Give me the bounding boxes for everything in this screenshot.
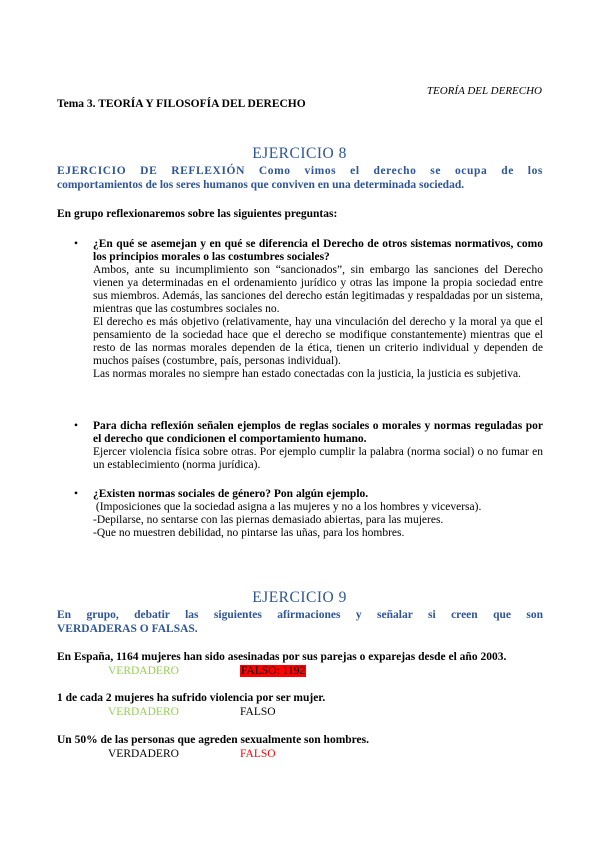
claim-text: 1 de cada 2 mujeres ha sufrido violencia por ser mujer.: [57, 692, 326, 704]
false-option: FALSO: [240, 706, 276, 718]
exercise-9-title: EJERCICIO 9: [252, 589, 347, 606]
true-option: VERDADERO: [108, 665, 179, 677]
bullet: •: [74, 488, 79, 500]
answer-text: Ejercer violencia física sobre otras. Por ejemplo cumplir la palabra (norma social) o no fumar en un establecimiento (norma jurídica).: [93, 446, 543, 471]
exercise-9-subtitle-line2: VERDADERAS O FALSAS.: [57, 623, 198, 635]
course-header: TEORÍA DEL DERECHO: [426, 85, 542, 97]
answer-text: -Que no muestren debilidad, no pintarse las uñas, para los hombres.: [93, 527, 405, 539]
true-option: VERDADERO: [108, 748, 179, 760]
bullet: •: [74, 420, 79, 432]
question-text: Para dicha reflexión señalen ejemplos de reglas sociales o morales y normas reguladas por el derecho que condicionen el comportamiento humano.: [93, 420, 543, 445]
exercise-8-subtitle-line1: EJERCICIO DE REFLEXIÓN Como vimos el derecho se ocupa de los: [57, 165, 543, 177]
false-option-selected: FALSO: 1192: [241, 665, 306, 677]
topic-header: Tema 3. TEORÍA Y FILOSOFÍA DEL DERECHO: [57, 98, 306, 110]
false-option-selected: FALSO: [240, 748, 276, 760]
question-text: ¿En qué se asemejan y en qué se diferencia el Derecho de otros sistemas normativos, como los principios morales o las costumbres sociales?: [93, 238, 543, 263]
question-item: [74, 420, 543, 472]
exercise-9-subtitle-line1: En grupo, debatir las siguientes afirmaciones y señalar si creen que son: [57, 609, 543, 621]
answer-text: Las normas morales no siempre han estado conectadas con la justicia, la justicia es subjetiva.: [93, 368, 521, 380]
question-item: [74, 488, 543, 540]
exercise-8-subtitle: [57, 164, 543, 192]
exercise-9-subtitle: [57, 608, 543, 636]
exercise-8-subtitle-line2: comportamientos de los seres humanos que conviven en una determinada sociedad.: [57, 179, 465, 191]
answer-text: -Depilarse, no sentarse con las piernas demasiado abiertas, para las mujeres.: [93, 514, 444, 526]
question-text: ¿Existen normas sociales de género? Pon algún ejemplo.: [93, 488, 369, 500]
answer-text: El derecho es más objetivo (relativamente, hay una vinculación del derecho y la moral ya que el pensamiento de la sociedad hace que el derecho se modifique constantemente) mientras que el resto de las normas morales dependen de la ética, tienen un criterio individual y dependen de muchos países (costumbre, país, personas individual).: [93, 316, 543, 367]
answer-text: Ambos, ante su incumplimiento son “sancionados”, sin embargo las sanciones del Derecho vienen ya determinadas en el ordenamiento jurídico y otras las impone la propia sociedad entre sus miembros. Además, las sanciones del derecho están legitimadas y respaldadas por un sistema, mientras que las costumbres sociales no.: [93, 264, 543, 315]
true-option-selected: VERDADERO: [108, 706, 179, 718]
exercise-8-intro: En grupo reflexionaremos sobre las siguientes preguntas:: [57, 208, 338, 220]
bullet: •: [74, 238, 79, 250]
question-item: [74, 238, 543, 381]
claim-text: En España, 1164 mujeres han sido asesinadas por sus parejas o exparejas desde el año 2003.: [57, 651, 507, 663]
claim-text: Un 50% de las personas que agreden sexualmente son hombres.: [57, 734, 370, 746]
exercise-8-title: EJERCICIO 8: [252, 145, 347, 162]
answer-text: (Imposiciones que la sociedad asigna a las mujeres y no a los hombres y viceversa).: [93, 501, 482, 513]
